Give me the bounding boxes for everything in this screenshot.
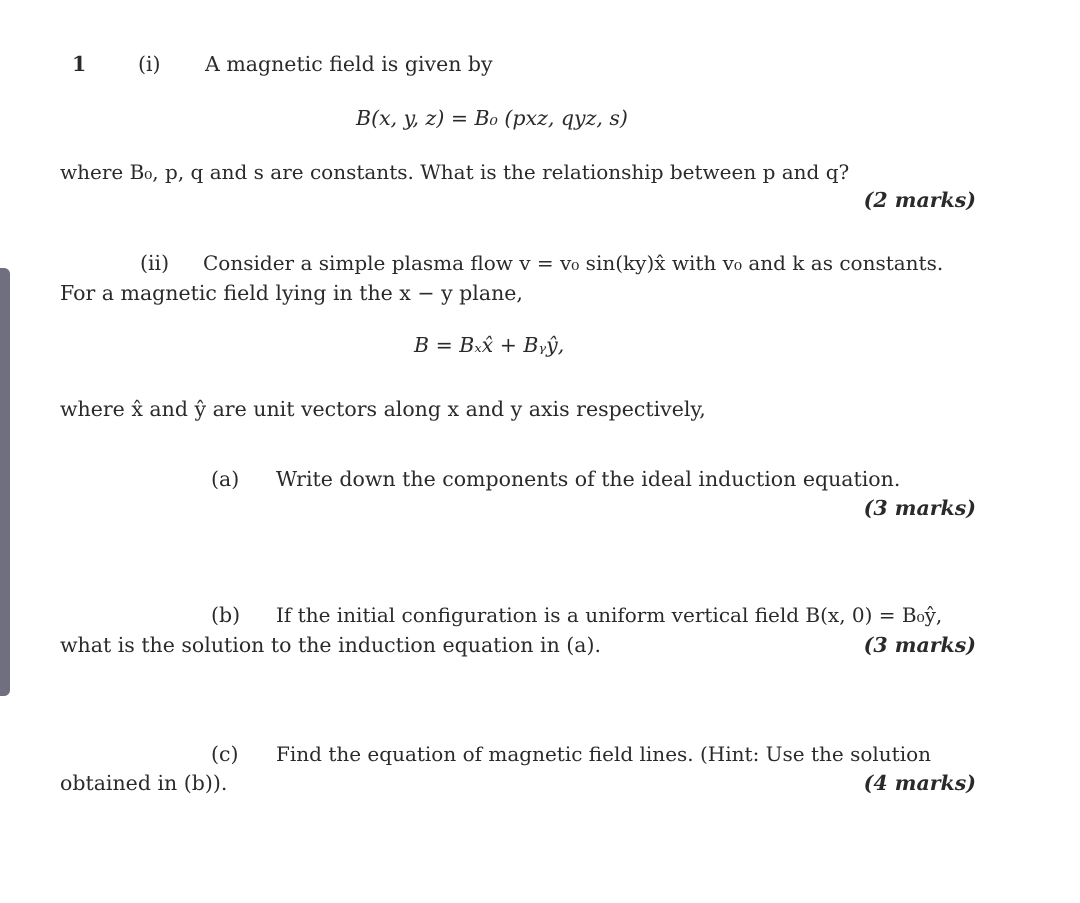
sub-c-marks: (4 marks) bbox=[863, 771, 976, 795]
part-i-marks: (2 marks) bbox=[863, 188, 976, 212]
sub-b-marks: (3 marks) bbox=[863, 633, 976, 657]
question-number: 1 bbox=[72, 52, 87, 76]
sub-b-label: (b) bbox=[211, 603, 241, 627]
part-ii-unit-vectors-text: where x̂ and ŷ are unit vectors along x and y axis respectively, bbox=[60, 397, 706, 421]
sub-c-label: (c) bbox=[211, 742, 239, 766]
part-ii-label: (ii) bbox=[140, 251, 170, 275]
part-ii-intro-line1: Consider a simple plasma flow v = v₀ sin(ky)x̂ with v₀ and k as constants. bbox=[203, 251, 944, 275]
sub-a-label: (a) bbox=[211, 467, 240, 491]
sub-b-line2: what is the solution to the induction equation in (a). bbox=[60, 633, 602, 657]
part-i-intro: A magnetic field is given by bbox=[205, 52, 493, 76]
page-scroll-edge bbox=[0, 268, 10, 696]
part-i-label: (i) bbox=[138, 52, 161, 76]
equation-field-components: B = Bₓx̂ + Bᵧŷ, bbox=[414, 333, 565, 357]
sub-c-line1: Find the equation of magnetic field lines. (Hint: Use the solution bbox=[276, 742, 932, 766]
sub-c-line2: obtained in (b)). bbox=[60, 771, 228, 795]
sub-a-text: Write down the components of the ideal induction equation. bbox=[276, 467, 901, 491]
sub-b-line1: If the initial configuration is a uniform vertical field B(x, 0) = B₀ŷ, bbox=[276, 603, 943, 627]
equation-magnetic-field: B(x, y, z) = B₀ (pxz, qyz, s) bbox=[356, 106, 628, 130]
part-ii-intro-line2: For a magnetic field lying in the x − y plane, bbox=[60, 281, 523, 305]
sub-a-marks: (3 marks) bbox=[863, 496, 976, 520]
part-i-question-text: where B₀, p, q and s are constants. What is the relationship between p and q? bbox=[60, 160, 850, 184]
